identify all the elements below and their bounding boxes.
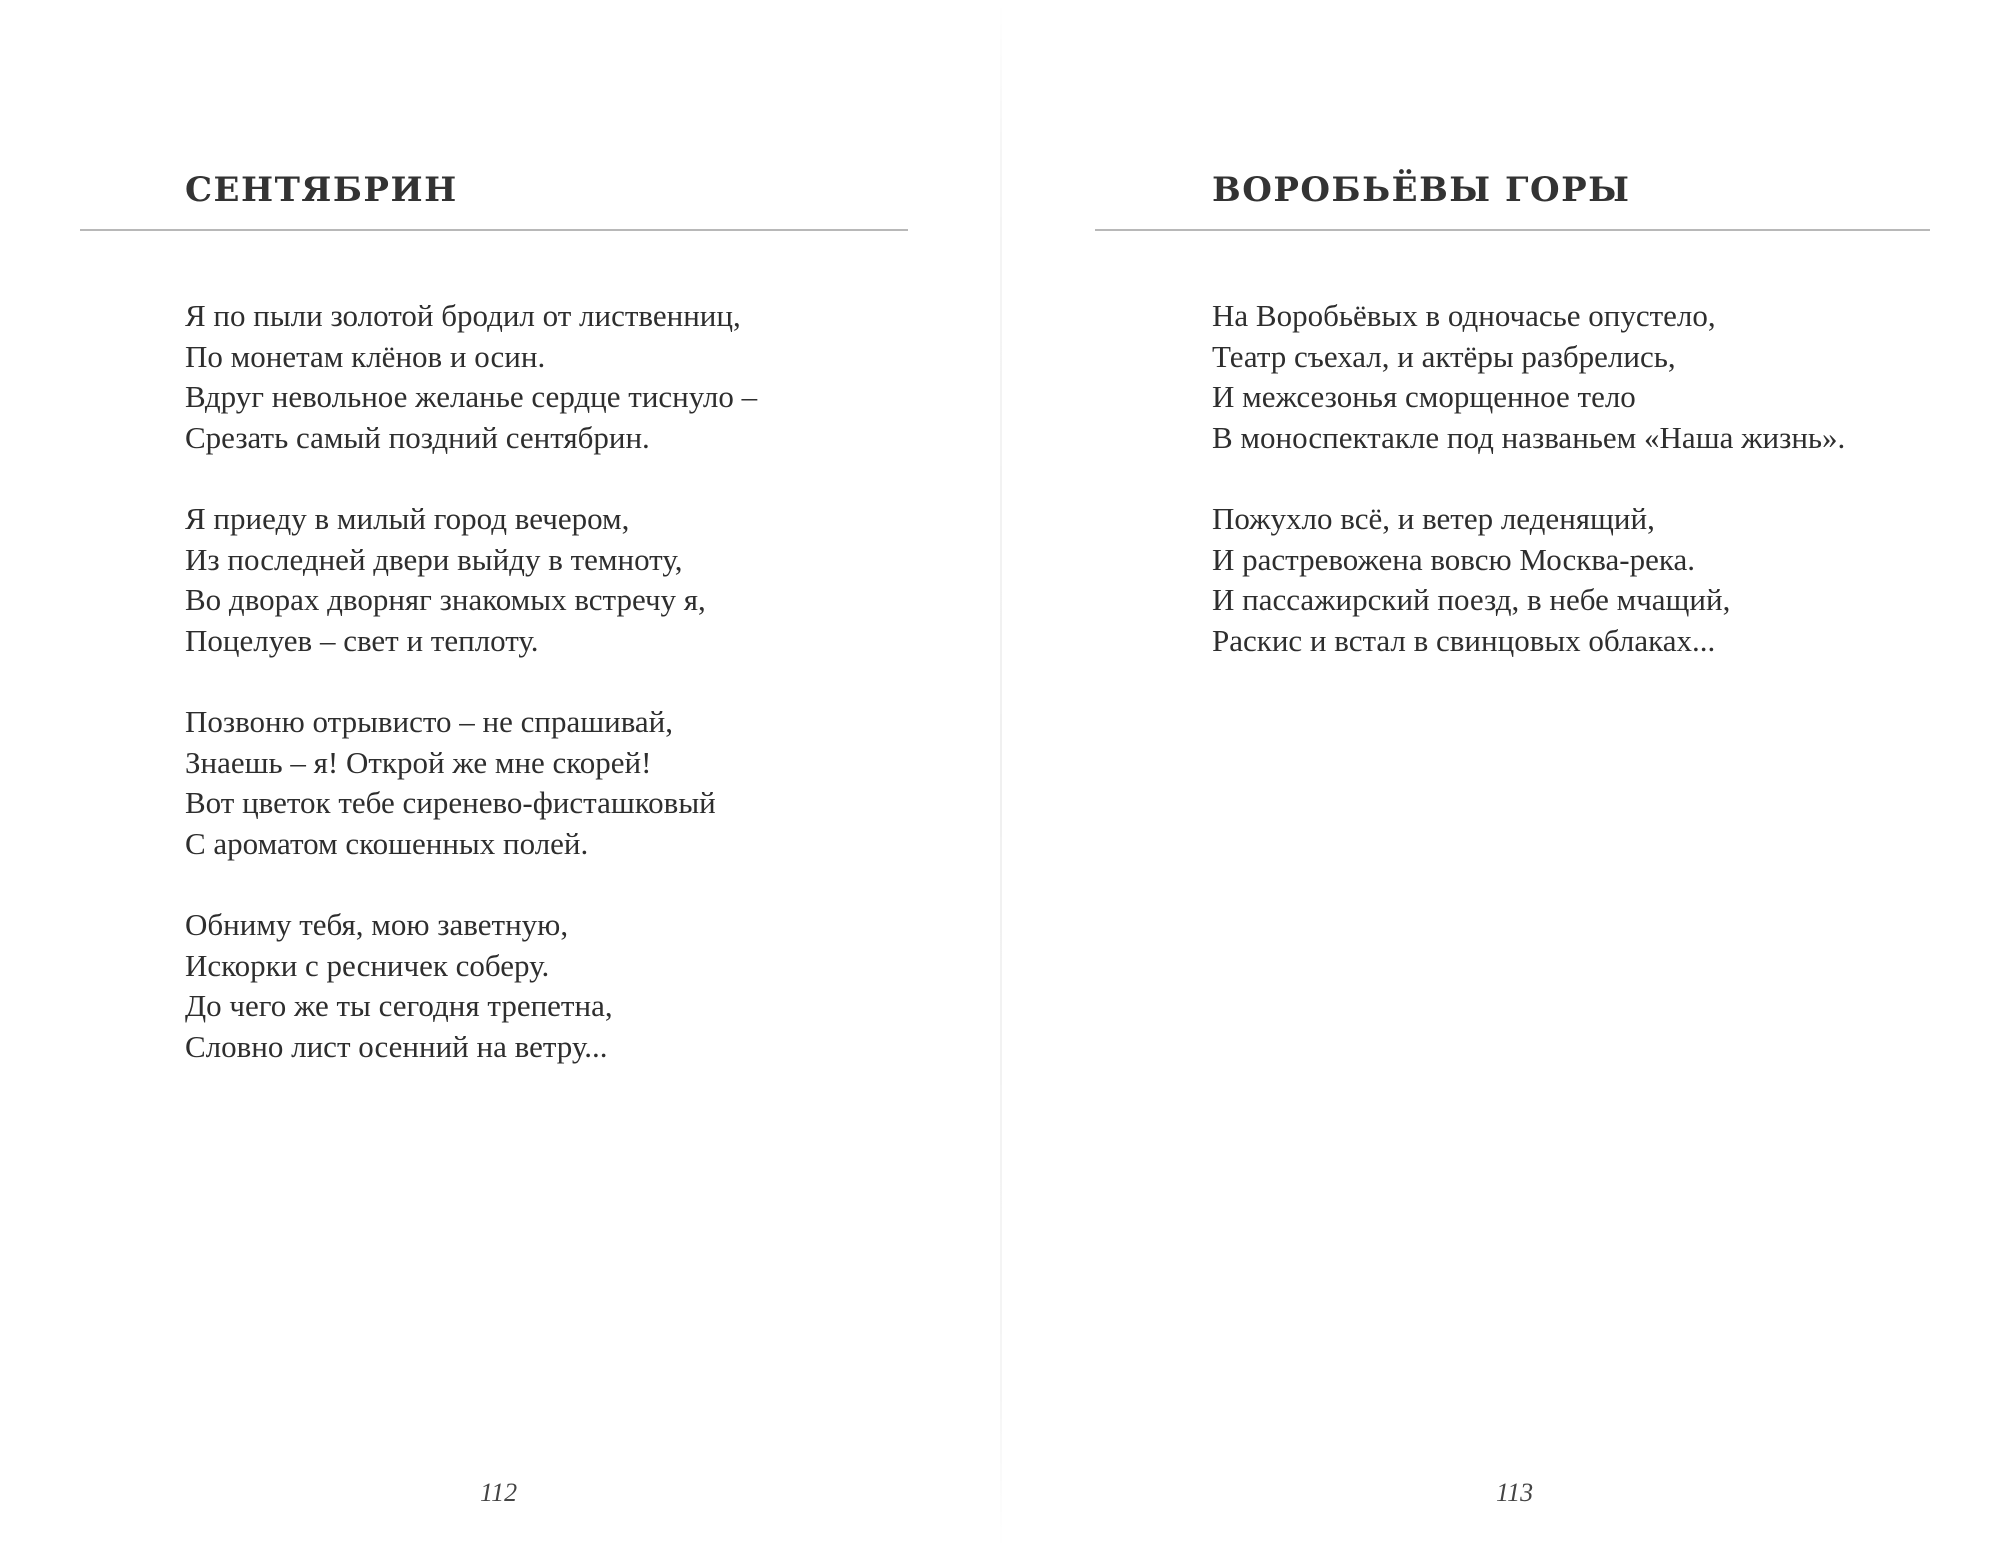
- stanza: [185, 499, 757, 661]
- stanza: [185, 905, 757, 1067]
- stanza: [185, 702, 757, 864]
- poem-line: Вот цветок тебе сиренево-фисташковый: [185, 785, 716, 820]
- poem-line: В моноспектакле под названьем «Наша жизнь».: [1212, 419, 1846, 455]
- poem-line: С ароматом скошенных полей.: [185, 825, 589, 861]
- page-number: 113: [1496, 1478, 1534, 1507]
- poem-line: По монетам клёнов и осин.: [185, 338, 546, 374]
- poem-line: Поцелуев – свет и теплоту.: [185, 622, 539, 658]
- poem-line: Я по пыли золотой бродил от лиственниц,: [185, 298, 741, 333]
- poem-line: И растревожена вовсю Москва-река.: [1212, 541, 1695, 577]
- poem-line: Знаешь – я! Открой же мне скорей!: [185, 744, 652, 780]
- poem-line: И пассажирский поезд, в небе мчащий,: [1212, 582, 1731, 617]
- poem-title: ВОРОБЬЁВЫ ГОРЫ: [1212, 170, 1631, 210]
- poem-body: [185, 296, 757, 1108]
- poem-line: Искорки с ресничек соберу.: [185, 947, 550, 983]
- stanza: [185, 296, 757, 458]
- poem-line: Из последней двери выйду в темноту,: [185, 541, 683, 577]
- poem-line: Срезать самый поздний сентябрин.: [185, 419, 650, 455]
- poem-body: [1212, 296, 1845, 702]
- stanza: [1212, 296, 1845, 458]
- poem-line: Раскис и встал в свинцовых облаках...: [1212, 622, 1716, 658]
- title-divider: [80, 229, 908, 231]
- poem-line: До чего же ты сегодня трепетна,: [185, 988, 613, 1023]
- poem-line: Вдруг невольное желанье сердце тиснуло –: [185, 379, 758, 414]
- poem-line: Позвоню отрывисто – не спрашивай,: [185, 704, 674, 739]
- stanza: [1212, 499, 1845, 661]
- right-page: [1000, 0, 2000, 1551]
- poem-line: И межсезонья сморщенное тело: [1212, 379, 1636, 414]
- poem-line: На Воробьёвых в одночасье опустело,: [1212, 298, 1716, 333]
- poem-line: Я приеду в милый город вечером,: [185, 501, 630, 536]
- poem-line: Во дворах дворняг знакомых встречу я,: [185, 582, 706, 617]
- poem-line: Пожухло всё, и ветер леденящий,: [1212, 501, 1655, 536]
- poem-line: Театр съехал, и актёры разбрелись,: [1212, 338, 1676, 374]
- page-number: 112: [480, 1478, 518, 1507]
- poem-title: СЕНТЯБРИН: [185, 170, 458, 210]
- poem-line: Обниму тебя, мою заветную,: [185, 907, 569, 942]
- poem-line: Словно лист осенний на ветру...: [185, 1028, 608, 1064]
- title-divider: [1095, 229, 1930, 231]
